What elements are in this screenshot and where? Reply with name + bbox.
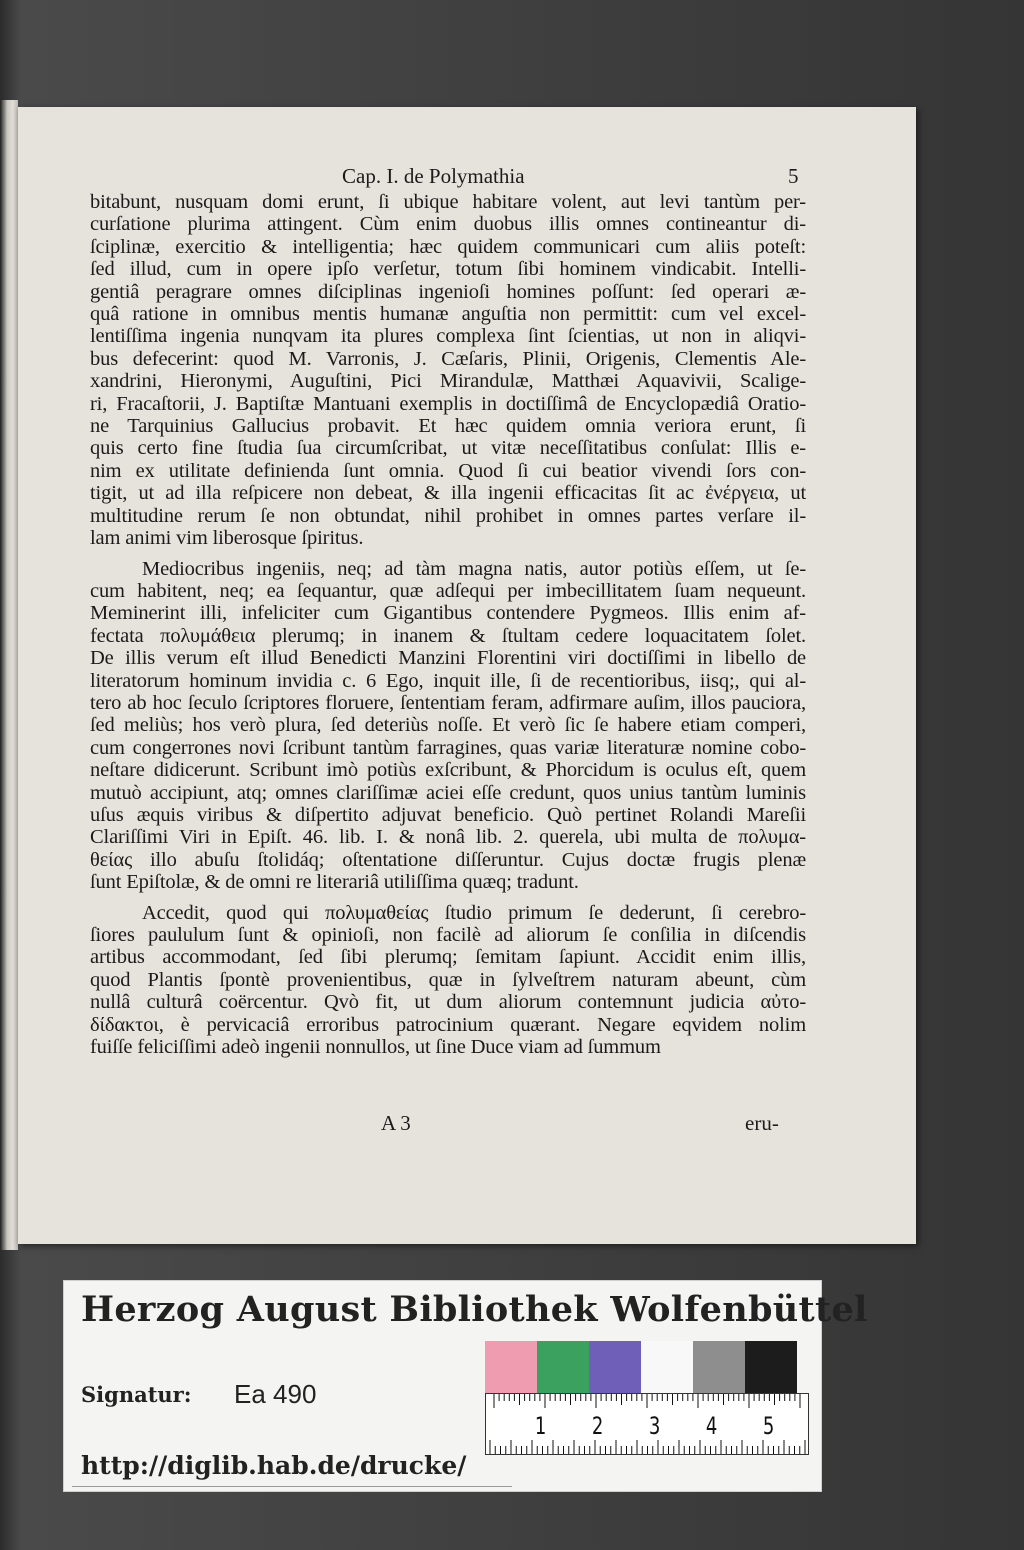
text-line: ſed meliùs; hos verò plura, ſed deteriùs noſſe. Et verò ſic ſe habere etiam comperi, [90, 714, 806, 737]
text-line: nullâ culturâ coërcentur. Qvò fit, ut dum aliorum contemnunt judicia αὐτο- [90, 991, 806, 1014]
library-color-strip [63, 1280, 868, 1492]
text-line: lentiſſima ingenia nunqvam ita plures complexa ſint ſcientias, ut non in aliqvi- [90, 325, 806, 348]
text-line: uſus æquis viribus & diſpertito adjuvat beneficio. Quò pertinet Rolandi Mareſii [90, 803, 806, 826]
text-line: quod Plantis ſpontè provenientibus, quæ in ſylveſtrem naturam abeunt, cùm [90, 968, 806, 991]
ruler-number: 3 [648, 1412, 661, 1440]
color-swatches [485, 1341, 797, 1393]
color-swatch [485, 1341, 537, 1393]
text-line: artibus accommodant, ſed ſibi plerumq; ſemitam ſapiunt. Accidit enim illis, [90, 946, 806, 969]
color-swatch [745, 1341, 797, 1393]
text-line: nim ex utilitate definienda ſunt omnia. Quod ſi cui beatior vivendi ſors con- [90, 459, 806, 482]
color-swatch [537, 1341, 589, 1393]
text-line: ſed illud, cum in opere ipſo verſetur, totum ſibi hominem vindicabit. Intelli- [90, 258, 806, 281]
text-line: ſunt Epiſtolæ, & de omni re literariâ utiliſſima quæq; tradunt. [90, 871, 579, 894]
text-line: tigit, ut ad illa reſpicere non debeat, & illa ingenii efficacitas ſit ac ἐνέργεια, ut [90, 482, 806, 505]
text-line: De illis verum eſt illud Benedicti Manzini Florentini viri doctiſſimi in libello de [90, 647, 806, 670]
page-number: 5 [788, 164, 799, 188]
body-text [90, 191, 806, 1058]
text-line: fectata πολυμάθεια plerumq; in inanem & ſtultam cedere loquacitatem ſolet. [90, 624, 806, 647]
text-line: θείας illo abuſu ſtolidáq; oſtentatione diſſeruntur. Cujus doctæ frugis plenæ [90, 848, 806, 871]
signature-mark: A 3 [381, 1111, 411, 1135]
book-page [18, 107, 916, 1244]
text-line: cum congerrones novi ſcribunt tantùm farragines, quas variæ literaturæ nomine cobo- [90, 736, 806, 759]
text-line: cum habitent, neq; ea ſequantur, quæ adſequi per imbecillitatem ſuam nequeunt. [90, 579, 806, 602]
color-swatch [693, 1341, 745, 1393]
catchword: eru- [745, 1111, 779, 1135]
ruler-number: 4 [705, 1412, 718, 1440]
library-url: http://diglib.hab.de/drucke/ [81, 1451, 467, 1480]
text-line: mutuò accipiunt, atq; omnes clariſſimæ aciei eſſe credunt, quos unius tantùm luminis [90, 781, 806, 804]
color-swatch [641, 1341, 693, 1393]
text-line: multitudine rerum ſe non obtundat, nihil prohibet in omnes partes verſare il- [90, 504, 806, 527]
text-line: Mediocribus ingeniis, neq; ad tàm magna natis, autor potiùs eſſem, ut ſe- [142, 557, 806, 580]
text-line: quâ ratione in omnibus mentis humanæ anguſtia non permittit: cum vel excel- [90, 303, 806, 326]
text-line: fuiſſe feliciſſimi adeò ingenii nonnullos, ut ſine Duce viam ad ſummum [90, 1036, 661, 1059]
text-line: curſatione plurima attingent. Cùm enim duobus illis omnes contineantur di- [90, 213, 806, 236]
text-line: bus defecerint: quod M. Varronis, J. Cæſaris, Plinii, Origenis, Clementis Ale- [90, 347, 806, 370]
facing-page-edge [0, 100, 18, 1250]
running-title: Cap. I. de Polymathia [342, 164, 525, 188]
signatur-label: Signatur: [81, 1382, 192, 1407]
ruler-number: 5 [762, 1412, 775, 1440]
text-line: ſiores paululum ſunt & opinioſi, non facilè ad aliorum ſe conſilia in diſcendis [90, 924, 806, 946]
paragraph-gap [90, 894, 806, 902]
color-swatch [589, 1341, 641, 1393]
text-line: quis certo fine ſtudia ſua circumſcribat, ut vitæ neceſſitatibus conſulat: Illis e- [90, 437, 806, 460]
text-line: neſtare didicerunt. Scribunt imò potiùs exſcribunt, & Phorcidum is oculus eſt, quem [90, 759, 806, 782]
signatur-value: Ea 490 [234, 1379, 317, 1409]
text-line: ſciplinæ, exercitio & intelligentia; hæc quidem communicari cum aliis poteſt: [90, 235, 806, 258]
url-underline [72, 1486, 512, 1487]
paragraph-gap [90, 550, 806, 558]
text-line: lam animi vim liberosque ſpiritus. [90, 527, 364, 550]
text-line: ri, Fracaſtorii, J. Baptiſtæ Mantuani exemplis in doctiſſimâ de Encyclopædiâ Oratio- [90, 392, 806, 415]
text-line: Clariſſimi Viri in Epiſt. 46. lib. I. & nonâ lib. 2. querela, ubi multa de πολυμα- [90, 826, 806, 849]
text-line: gentiâ peragrare omnes diſciplinas ingenioſi homines poſſunt: ſed operari æ- [90, 280, 806, 303]
text-line: xandrini, Hieronymi, Auguſtini, Pici Mirandulæ, Matthæi Aquavivii, Scalige- [90, 370, 806, 393]
text-line: literatorum hominum invidia c. 6 Ego, inquit ille, ſi de recentioribus, iisq;, qui al- [90, 669, 806, 692]
measurement-scale [485, 1393, 809, 1455]
library-name: Herzog August Bibliothek Wolfenbüttel [81, 1289, 868, 1330]
text-line: tero ab hoc ſeculo ſcriptores floruere, ſententiam feram, adfirmare auſim, illos pauciora, [90, 691, 806, 714]
text-line: δίδακτοι, è pervicaciâ erroribus patrocinium quærant. Negare eqvidem nolim [90, 1013, 806, 1036]
ruler-number: 2 [591, 1412, 604, 1440]
text-line: ne Tarquinius Gallucius probavit. Et hæc quidem omnia veriora erunt, ſi [90, 415, 806, 438]
text-line: Accedit, quod qui πολυμαθείας ſtudio primum ſe dederunt, ſi cerebro- [142, 901, 806, 924]
text-line: bitabunt, nusquam domi erunt, ſi ubique habitare volent, aut levi tantùm per- [90, 191, 806, 213]
ruler-number: 1 [534, 1412, 547, 1440]
text-line: Meminerint illi, infeliciter cum Gigantibus contendere Pygmeos. Illis enim af- [90, 602, 806, 625]
